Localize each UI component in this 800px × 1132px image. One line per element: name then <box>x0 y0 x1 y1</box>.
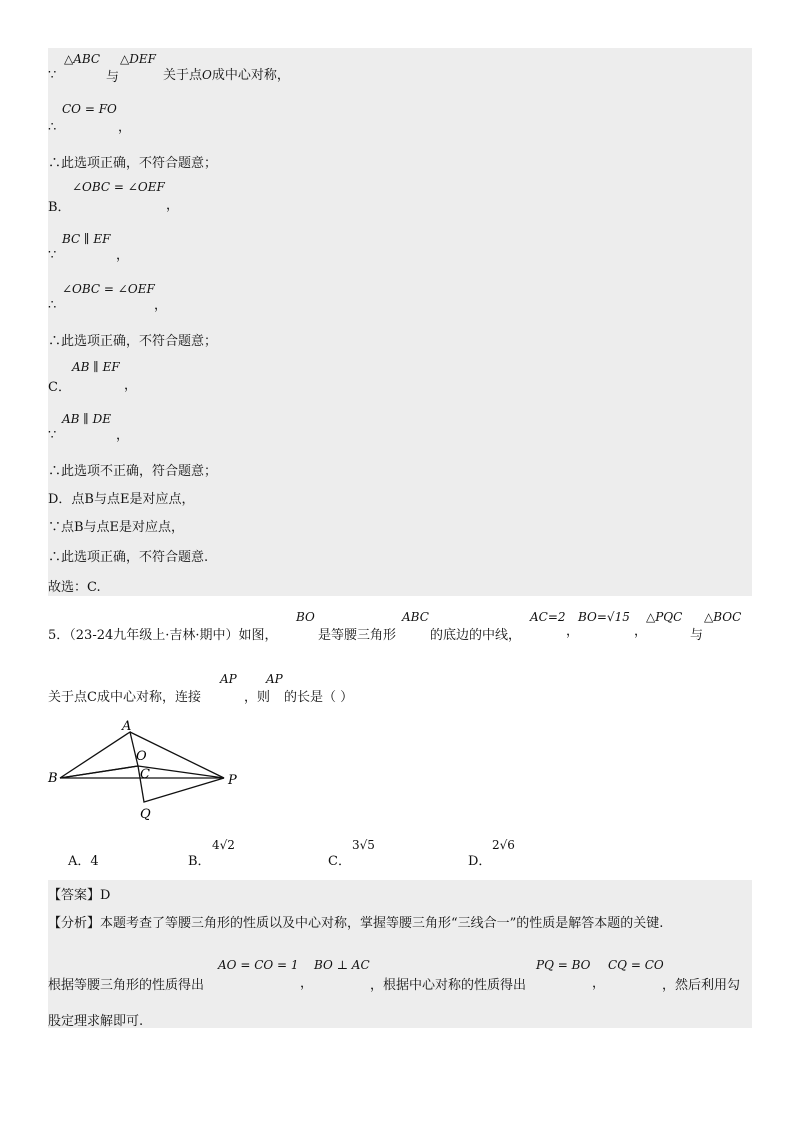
expr-ao-co: AO = CO = 1 <box>218 958 299 972</box>
analysis-text: ，然后利用勾 <box>662 978 741 993</box>
answer-line: 【答案】D <box>48 888 111 903</box>
triangle-abc-shape <box>60 732 138 778</box>
because-symbol: ∵ <box>48 428 57 443</box>
expr-bc-parallel-ef: BC ∥ EF <box>62 232 111 246</box>
expr-ab-parallel-ef: AB ∥ EF <box>72 360 120 374</box>
option-c-value: 3√5 <box>352 838 375 852</box>
option-b[interactable]: B． <box>188 854 211 869</box>
expr-bo-perp-ac: BO ⊥ AC <box>314 958 370 972</box>
option-b-label: B． <box>48 200 71 215</box>
expr-ac: AC=2 <box>530 610 566 624</box>
sym-text: 关于点O成中心对称， <box>163 68 290 83</box>
question-number-source: 5．（23-24九年级上·吉林·期中）如图， <box>48 628 278 643</box>
expr-ap: AP <box>266 672 283 686</box>
analysis-text: 股定理求解即可. <box>48 1014 144 1029</box>
comma: ， <box>154 298 168 313</box>
expr-ab-parallel-de: AB ∥ DE <box>62 412 112 426</box>
because-symbol: ∵ <box>48 68 57 83</box>
comma: ， <box>124 378 138 393</box>
analysis-text: 根据等腰三角形的性质得出 <box>48 978 205 993</box>
option-d[interactable]: D． <box>468 854 492 869</box>
triangle-abc: △ABC <box>64 52 101 66</box>
expr-bo-value: BO=√15 <box>578 610 630 624</box>
expr-pq-bo: PQ = BO <box>536 958 591 972</box>
option-b-value: 4√2 <box>212 838 235 852</box>
comma: ， <box>592 976 606 991</box>
option-a[interactable]: A．4 <box>68 854 99 869</box>
expr-angle-eq: ∠OBC = ∠OEF <box>72 180 165 194</box>
conclusion-line: ∴此选项正确，不符合题意. <box>48 550 209 565</box>
answer-block-shade <box>48 880 752 1028</box>
label-o: O <box>136 749 147 764</box>
expr-co-fo: CO = FO <box>62 102 117 116</box>
expr-ap: AP <box>220 672 237 686</box>
expr-angle-eq: ∠OBC = ∠OEF <box>62 282 155 296</box>
option-d-value: 2√6 <box>492 838 515 852</box>
label-q: Q <box>140 807 151 822</box>
text-and: 与 <box>690 628 704 643</box>
triangle-def: △DEF <box>120 52 156 66</box>
conclusion-line: ∴此选项不正确，符合题意； <box>48 464 218 479</box>
question-text: 是等腰三角形 <box>318 628 397 643</box>
question-text: 的长是（ ） <box>284 690 354 705</box>
comma: ， <box>116 428 130 443</box>
choice-line: 故选：C. <box>48 580 101 595</box>
expr-bo: BO <box>296 610 315 624</box>
geometry-figure <box>40 718 260 828</box>
conclusion-line: ∴此选项正确，不符合题意； <box>48 156 218 171</box>
therefore-symbol: ∴ <box>48 120 57 135</box>
comma: ， <box>566 624 580 639</box>
because-line: ∵点B与点E是对应点， <box>48 520 185 535</box>
option-c[interactable]: C． <box>328 854 351 869</box>
expr-cq-co: CQ = CO <box>608 958 664 972</box>
comma: ， <box>116 248 130 263</box>
triangle-pqc: △PQC <box>646 610 683 624</box>
question-text: 关于点C成中心对称，连接 <box>48 690 201 705</box>
comma: ， <box>634 624 648 639</box>
option-c-label: C． <box>48 380 71 395</box>
comma: ， <box>300 976 314 991</box>
text-and: 与 <box>106 70 120 85</box>
comma: ， <box>118 120 132 135</box>
label-c: C <box>140 767 150 782</box>
question-text: ，则 <box>244 690 271 705</box>
label-b: B <box>48 771 58 786</box>
triangle-boc: △BOC <box>704 610 742 624</box>
segment-bo <box>60 766 138 778</box>
expr-abc: ABC <box>402 610 429 624</box>
question-text: 的底边的中线， <box>430 628 522 643</box>
because-symbol: ∵ <box>48 248 57 263</box>
analysis-line: 【分析】本题考查了等腰三角形的性质以及中心对称，掌握等腰三角形“三线合一”的性质是解答本题的关键. <box>48 916 664 931</box>
solution-block-shade <box>48 48 752 596</box>
label-p: P <box>228 773 237 788</box>
therefore-symbol: ∴ <box>48 298 57 313</box>
option-d-line: D．点B与点E是对应点， <box>48 492 195 507</box>
label-a: A <box>122 719 132 734</box>
analysis-text: ，根据中心对称的性质得出 <box>370 978 527 993</box>
comma: ， <box>166 198 180 213</box>
conclusion-line: ∴此选项正确，不符合题意； <box>48 334 218 349</box>
